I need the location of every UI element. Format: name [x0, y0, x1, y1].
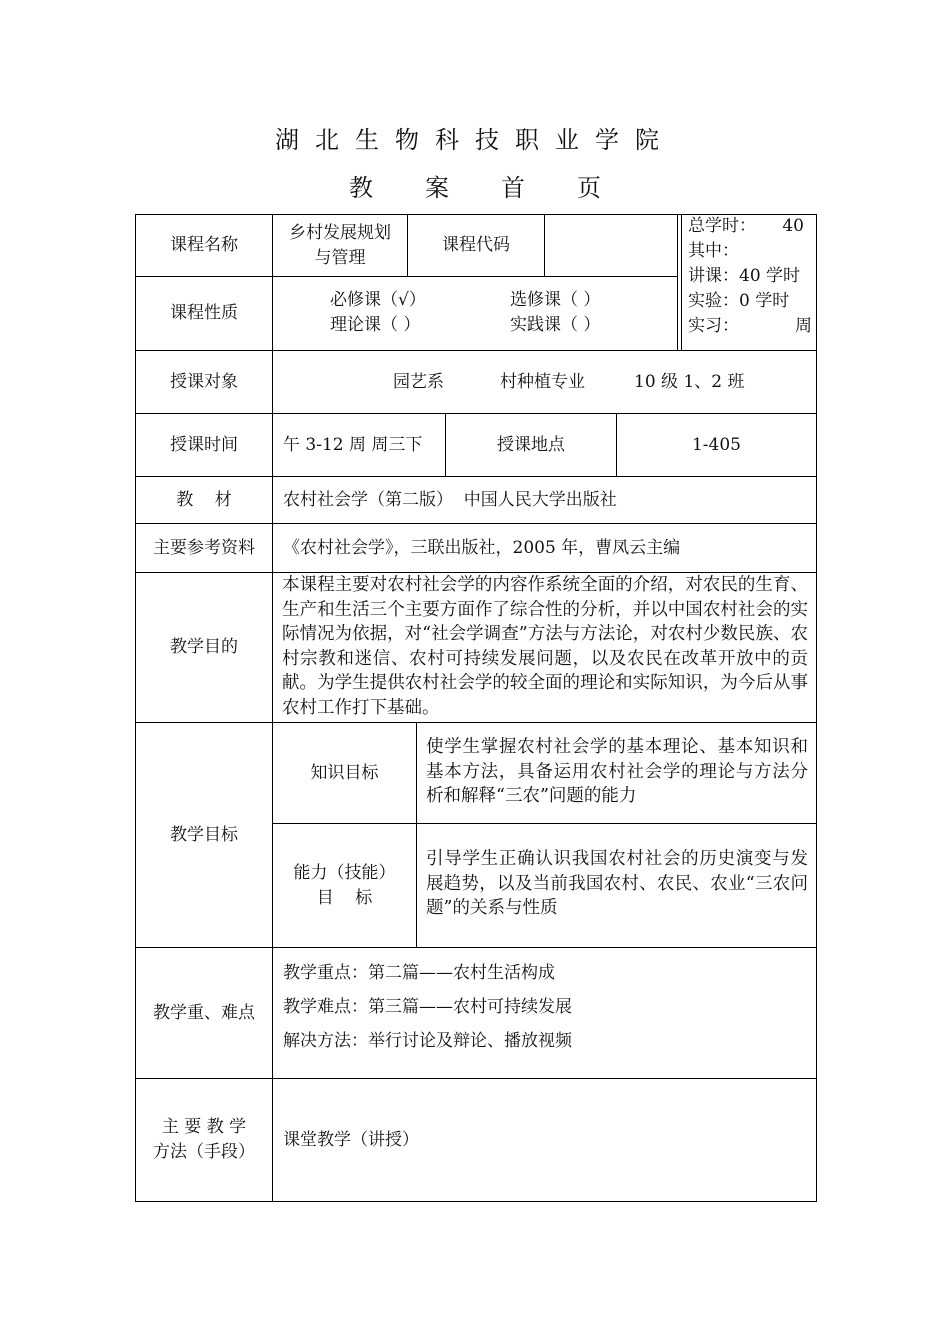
- teaching-purpose-value: 本课程主要对农村社会学的内容作系统全面的介绍，对农民的生育、生产和生活三个主要方面作了综合性的分析，并以中国农村社会的实际情况为依据，对“社会学调查”方法与方法论，对农村少数民族、农村宗教和迷信、农村可持续发展问题，以及农民在改革开放中的贡献。为学生提供农村社会学的较全面的理论和实际知识，为今后从事农村工作打下基础。: [282, 575, 808, 718]
- practice-weeks: [688, 314, 812, 339]
- ability-goal-label: [273, 824, 416, 947]
- audience-major: 村种植专业: [500, 371, 585, 392]
- methods-label-line2: 方法（手段）: [153, 1142, 255, 1162]
- hours-box: [688, 214, 812, 339]
- ability-goal-label-line1: 能力（技能）: [293, 862, 396, 883]
- total-hours: [688, 214, 812, 239]
- document-title: 教案首页: [349, 174, 653, 202]
- teaching-goals-label: 教学目标: [170, 824, 238, 845]
- references-label: 主要参考资料: [153, 537, 255, 558]
- key-difficult-label: 教学重、难点: [153, 1002, 255, 1023]
- practice-unit: 周: [795, 316, 812, 336]
- total-hours-value: 40: [782, 216, 804, 236]
- knowledge-goal-value: 使学生掌握农村社会学的基本理论、基本知识和基本方法，具备运用农村社会学的理论与方法分析和解释“三农”问题的能力: [426, 737, 808, 806]
- textbook-value: 农村社会学（第二版） 中国人民大学出版社: [283, 489, 617, 510]
- audience-label: 授课对象: [170, 371, 238, 392]
- course-name-value: [273, 215, 407, 276]
- practice-label: 实习：: [688, 316, 739, 336]
- course-name-line2: 与管理: [314, 247, 366, 268]
- course-code-label: 课程代码: [442, 235, 510, 255]
- practical-course: 实践课（ ）: [510, 315, 601, 335]
- audience-classes: 10 级 1、2 班: [634, 371, 745, 392]
- course-code-value: [545, 215, 677, 276]
- course-nature-left: [330, 288, 426, 338]
- class-time-value: 午 3-12 周 周三下: [283, 434, 423, 455]
- elective-course: 选修课（ ）: [510, 290, 601, 310]
- knowledge-goal-label: 知识目标: [310, 762, 379, 783]
- difficult-point: 教学难点：第三篇——农村可持续发展: [283, 997, 572, 1017]
- solution-method: 解决方法：举行讨论及辩论、播放视频: [283, 1031, 572, 1051]
- place-value: 1-405: [691, 434, 741, 455]
- textbook-label: 教 材: [176, 489, 232, 510]
- place-label: 授课地点: [497, 434, 565, 455]
- among-label: 其中：: [688, 241, 739, 261]
- methods-label: [136, 1079, 272, 1201]
- required-course: 必修课（√）: [330, 290, 426, 310]
- course-nature-right: [510, 288, 600, 338]
- lecture-hours: 讲课：40 学时: [688, 266, 801, 286]
- total-hours-label: 总学时：: [688, 216, 756, 236]
- course-name-label: 课程名称: [170, 235, 238, 255]
- course-name-line1: 乡村发展规划: [289, 222, 391, 243]
- theory-course: 理论课（ ）: [330, 315, 421, 335]
- ability-goal-label-line2: 目 标: [316, 887, 373, 908]
- ability-goal-value: 引导学生正确认识我国农村社会的历史演变与发展趋势，以及当前我国农村、农民、农业“三农问题”的关系与性质: [426, 849, 808, 918]
- class-time-label: 授课时间: [170, 434, 238, 455]
- key-difficult-content: [283, 956, 572, 1058]
- course-nature-label: 课程性质: [170, 303, 238, 323]
- references-value: 《农村社会学》，三联出版社，2005 年，曹凤云主编: [283, 537, 681, 558]
- methods-label-line1: 主 要 教 学: [161, 1117, 247, 1137]
- experiment-hours: 实验：0 学时: [688, 291, 790, 311]
- audience-dept: 园艺系: [393, 371, 444, 392]
- methods-value: 课堂教学（讲授）: [283, 1129, 419, 1150]
- school-name: 湖北生物科技职业学院: [275, 126, 675, 154]
- key-point: 教学重点：第二篇——农村生活构成: [283, 963, 555, 983]
- teaching-purpose-label: 教学目的: [170, 637, 238, 657]
